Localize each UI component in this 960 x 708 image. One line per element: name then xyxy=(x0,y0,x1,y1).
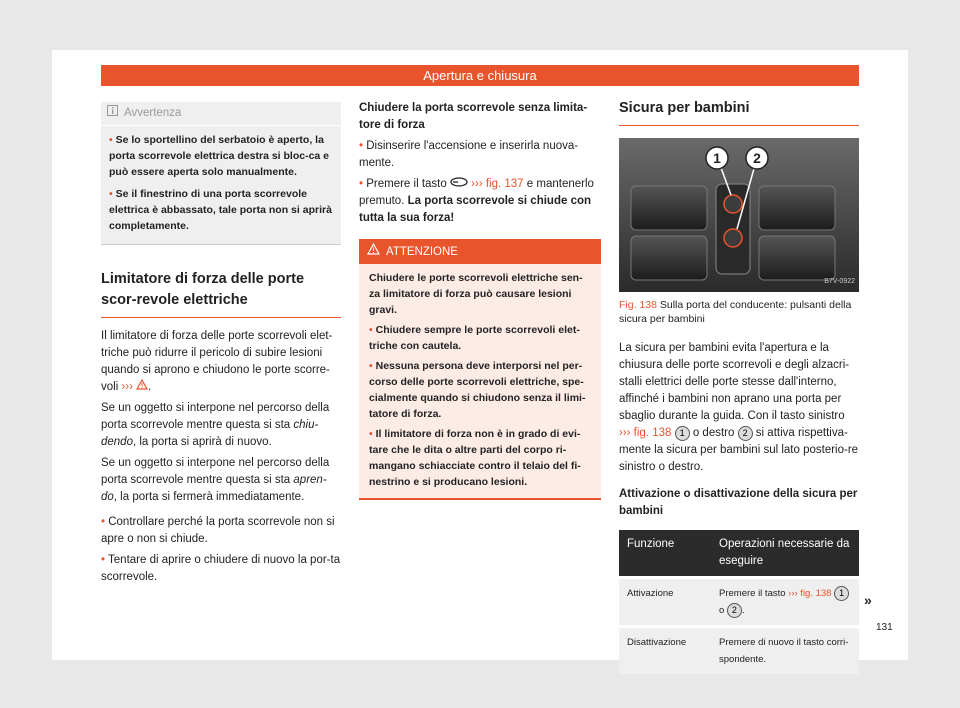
table-cell: Attivazione xyxy=(619,578,711,627)
callout-number: 1 xyxy=(675,426,690,441)
door-slide-icon xyxy=(450,178,468,190)
table-cell: Premere il tasto ››› fig. 138 1 o 2 . xyxy=(711,578,859,627)
emphasis: chiu-dendo xyxy=(101,419,319,448)
bullet-item: Controllare perché la porta scorrevole non si apre o non si chiude. xyxy=(101,516,335,545)
column-left: Avvertenza • Se lo sportellino del serbatoio è aperto, la porta scorrevole elettrica destra si bloc-ca e può essere aperta solo manualmente. • Se il finestrino di una porta scorrevole elettrica è abbassato, tale porta non si aprirà completamente. Limitatore di forza delle porte scor-revole elettriche Il limitatore di forza delle porte scorrevoli elet-triche può ridurre il pericolo di subire lesioni quando si aprono e chiudono le porte scorre-voli ››› . Se un oggetto si interpone nel percorso della porta scorrevole mentre questa si sta chiu-dendo, la porta si aprirà di nuovo. Se un oggetto si interpone nel percorso della porta scorrevole mentre questa si sta apren-do, la porta si fermerà immediatamente. • Controllare perché la porta scorrevole non si apre o non si chiude. • Tentare di aprire o chiudere di nuovo la por-ta scorrevole. xyxy=(101,102,341,590)
table-cell: Disattivazione xyxy=(619,627,711,675)
figure-code: B7V-0922 xyxy=(824,278,855,285)
table-row xyxy=(619,578,859,627)
info-icon xyxy=(107,105,118,122)
figure-callout-2: 2 xyxy=(753,150,761,166)
column-middle: Chiudere la porta scorrevole senza limita-tore di forza • Disinserire l'accensione e inserirla nuova-mente. • Premere il tasto ››› fig. 137 e mantenerlo premuto. La porta scorrevole si chiude con tutta la sua forza! ATTENZIONE Chiudere le porte scorrevoli elettriche sen-za limitatore di forza può causare lesioni gravi. • Chiudere sempre le porte scorrevoli elet-triche con cautela. • Nessuna persona deve interporsi nel per-corso delle porte scorrevoli elettriche, spe-cialmente quando si chiudono senza il limi-tatore di forza. • Il limitatore di forza non è in grado di evi-tare che le dita o altre parti del corpo ri-mangano schiacciate contro il telaio del fi-nestrino e si producano lesioni. xyxy=(359,100,601,500)
reference-link[interactable]: ››› fig. 137 xyxy=(471,178,524,190)
emphasis: apren-do xyxy=(101,474,327,503)
bullet-item: Premere il tasto xyxy=(366,178,447,190)
warning-label: Avvertenza xyxy=(124,107,182,119)
page-header: Apertura e chiusura xyxy=(101,65,859,86)
reference-link[interactable]: ››› xyxy=(121,381,133,393)
attention-body: Chiudere le porte scorrevoli elettriche sen-za limitatore di forza può causare lesioni gravi. • Chiudere sempre le porte scorrevoli elet-triche con cautela. • Nessuna persona deve interporsi nel per-corso delle porte scorrevoli elettriche, spe-cialmente quando si chiudono senza il limi-tatore di forza. • Il limitatore di forza non è in grado di evi-tare che le dita o altre parti del corpo ri-mangano schiacciate contro il telaio del fi-nestrino e si producano lesioni. xyxy=(359,264,601,498)
paragraph: Se un oggetto si interpone nel percorso della porta scorrevole mentre questa si sta xyxy=(101,402,330,431)
figure-label: Fig. 138 xyxy=(619,299,657,311)
section-title: Limitatore di forza delle porte scor-revole elettriche xyxy=(101,269,341,318)
paragraph: Se un oggetto si interpone nel percorso della porta scorrevole mentre questa si sta xyxy=(101,457,330,486)
table-header: Funzione xyxy=(619,530,711,578)
warning-triangle-icon xyxy=(367,243,380,261)
warning-body: • Se lo sportellino del serbatoio è aperto, la porta scorrevole elettrica destra si bloc-ca e può essere aperta solo manualmente. • Se il finestrino di una porta scorrevole elettrica è abbassato, tale porta non si aprirà completamente. xyxy=(109,134,332,232)
bullet-item: Disinserire l'accensione e inserirla nuova-mente. xyxy=(359,140,579,169)
page-number: 131 xyxy=(876,622,893,633)
figure-138 xyxy=(619,138,859,292)
figure-caption xyxy=(619,298,859,326)
section-title: Chiudere la porta scorrevole senza limita-tore di forza xyxy=(359,102,588,131)
section-title: Sicura per bambini xyxy=(619,98,859,126)
table-cell: Premere di nuovo il tasto corri-spondente. xyxy=(711,627,859,675)
warning-item: Se lo sportellino del serbatoio è aperto, la porta scorrevole elettrica destra si bloc-ca e può essere aperta solo manualmente. xyxy=(109,134,330,178)
table-header: Operazioni necessarie da eseguire xyxy=(711,530,859,578)
callout-number: 2 xyxy=(727,603,742,618)
bullet-item: Tentare di aprire o chiudere di nuovo la por-ta scorrevole. xyxy=(101,554,341,583)
paragraph: si attiva rispettiva-mente la sicura per bambini sul lato posterio-re sinistro o destro. xyxy=(619,427,859,473)
paragraph: La sicura per bambini evita l'apertura e la chiusura delle porte scorrevoli e degli alzacri-stalli elettrici delle porte stesse dall'interno, affinché i bambini non aprano una porta per sbaglio durante la guida. Con il tasto sinistro xyxy=(619,342,850,422)
attention-box xyxy=(359,239,601,500)
figure-caption-text: Sulla porta del conducente: pulsanti della sicura per bambini xyxy=(619,299,852,325)
table-row xyxy=(619,627,859,675)
bullet-text: e mantenerlo premuto. xyxy=(359,178,594,207)
figure-callout-1: 1 xyxy=(713,150,721,166)
warning-triangle-icon xyxy=(136,381,148,393)
reference-link[interactable]: ››› fig. 138 xyxy=(619,427,672,439)
paragraph: Il limitatore di forza delle porte scorrevoli elet-triche può ridurre il pericolo di subire lesioni quando si aprono e chiudono le porte scorre-voli xyxy=(101,330,333,393)
paragraph: o destro xyxy=(692,427,735,439)
attention-item: Il limitatore di forza non è in grado di evi-tare che le dita o altre parti del corpo ri-mangano schiacciate contro il telaio del fi-nestrino e si producano lesioni. xyxy=(369,428,581,488)
warning-header xyxy=(101,102,341,126)
attention-header xyxy=(359,240,601,264)
paragraph: , la porta si fermerà immediatamente. xyxy=(113,491,305,503)
child-lock-buttons-illustration xyxy=(619,138,859,292)
callout-number: 1 xyxy=(834,586,849,601)
attention-item: Nessuna persona deve interporsi nel per-corso delle porte scorrevoli elettriche, spe-cialmente quando si chiudono senza il limi-tatore di forza. xyxy=(369,360,586,420)
bold-text: La porta scorrevole si chiude con tutta la sua forza! xyxy=(359,195,592,224)
continue-marker: » xyxy=(864,592,872,608)
attention-item: Chiudere sempre le porte scorrevoli elet-triche con cautela. xyxy=(369,324,580,352)
child-lock-table xyxy=(619,530,859,674)
attention-label: ATTENZIONE xyxy=(386,245,458,258)
table-title: Attivazione o disattivazione della sicura per bambini xyxy=(619,488,858,517)
warning-box xyxy=(101,102,341,245)
attention-intro: Chiudere le porte scorrevoli elettriche sen-za limitatore di forza può causare lesioni gravi. xyxy=(369,272,583,316)
warning-item: Se il finestrino di una porta scorrevole elettrica è abbassato, tale porta non si aprirà completamente. xyxy=(109,188,332,232)
column-right xyxy=(619,98,859,674)
paragraph: , la porta si aprirà di nuovo. xyxy=(132,436,272,448)
reference-link[interactable]: ››› fig. 138 xyxy=(788,588,832,599)
callout-number: 2 xyxy=(738,426,753,441)
